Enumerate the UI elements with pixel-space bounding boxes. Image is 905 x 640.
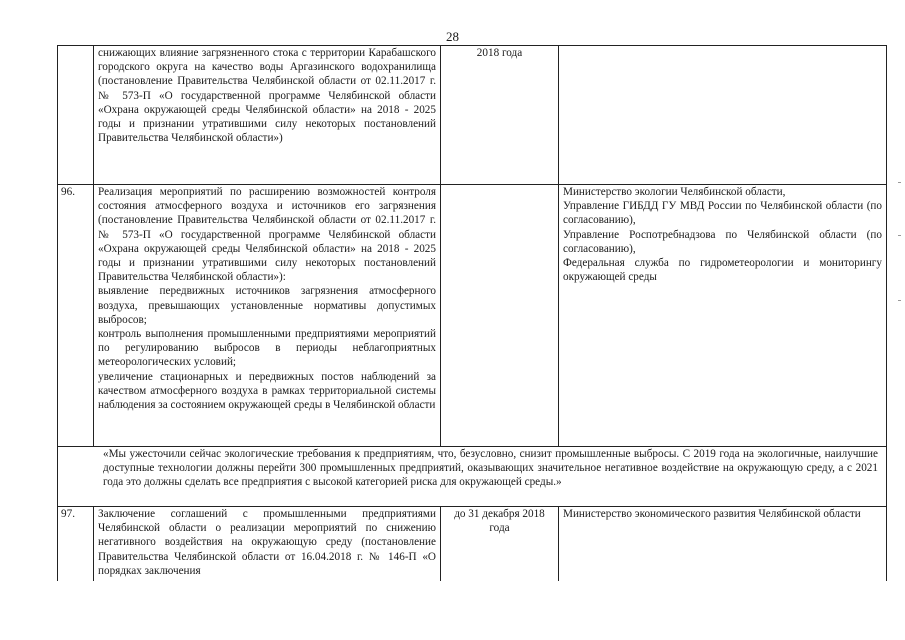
table-row	[58, 185, 887, 447]
row-number	[58, 46, 94, 185]
measure-description	[94, 185, 441, 447]
quote-row	[58, 447, 887, 507]
margin-tick	[898, 235, 901, 236]
margin-tick	[898, 300, 901, 301]
deadline-cell: до 31 декабря 2018 года	[441, 507, 559, 581]
quote-text: «Мы ужесточили сейчас экологические требования к предприятиям, что, безусловно, снизит промышленные выбросы. С 2019 года на экологичные, наилучшие доступные технологии должны перейти 300 промышленных предприятий, оказывающих значительное негативное воздействие на окружающую среду, а с 2021 года это должны сделать все предприятия с высокой категорией риска для окружающей среды.»	[58, 447, 887, 507]
row-number: 96.	[58, 185, 94, 447]
measure-paragraph: Заключение соглашений с промышленными предприятиями Челябинской области о реализации мероприятий по снижению негативного воздействия на окружающую среду (постановление Правительства Челябинской области от 16.04.2018 г. № 146-П «О порядках заключения	[98, 508, 436, 577]
measure-paragraph: Реализация мероприятий по расширению возможностей контроля состояния атмосферного воздуха и источников его загрязнения (постановление Правительства Челябинской области от 02.11.2017 г. № 573-П «О государственной программе Челябинской области «Охрана окружающей среды Челябинской области» на 2018 - 2025 годы и признании утратившими силу некоторых постановлений Правительства Челябинской области»):	[98, 186, 436, 284]
executor-item: Министерство экономического развития Челябинской области	[563, 508, 861, 520]
page-number: 28	[446, 29, 459, 44]
executors-cell	[559, 46, 887, 185]
table-row	[58, 507, 887, 581]
measure-paragraph: контроль выполнения промышленными предприятиями мероприятий по регулированию выбросов в периоды неблагоприятных метеорологических условий;	[98, 328, 436, 369]
table-row	[58, 46, 887, 185]
row-number: 97.	[58, 507, 94, 581]
measure-paragraph: увеличение стационарных и передвижных постов наблюдений за качеством атмосферного воздуха в рамках территориальной системы наблюдения за состоянием окружающей среды в Челябинской области	[98, 370, 436, 412]
measure-paragraph: выявление передвижных источников загрязнения атмосферного воздуха, превышающих установленные нормативы допустимых выбросов;	[98, 285, 436, 326]
measure-description	[94, 46, 441, 185]
deadline-cell: 2018 года	[441, 46, 559, 185]
deadline-cell	[441, 185, 559, 447]
measure-description	[94, 507, 441, 581]
executor-item: Управление ГИБДД ГУ МВД России по Челябинской области (по согласованию),	[563, 200, 882, 227]
executor-item: Министерство экологии Челябинской области,	[563, 186, 786, 198]
executor-item: Управление Роспотребнадзова по Челябинской области (по согласованию),	[563, 228, 882, 255]
measure-paragraph: снижающих влияние загрязненного стока с территории Карабашского городского округа на качество воды Аргазинского водохранилища (постановление Правительства Челябинской области от 02.11.2017 г. № 573-П «О государственной программе Челябинской области «Охрана окружающей среды Челябинской области» на 2018 - 2025 годы и признании утратившими силу некоторых постановлений Правительства Челябинской области»)	[98, 47, 436, 145]
margin-tick	[898, 182, 901, 183]
executors-cell	[559, 507, 887, 581]
executors-cell	[559, 185, 887, 447]
executor-item: Федеральная служба по гидрометеорологии и мониторингу окружающей среды	[563, 257, 882, 284]
measures-table	[57, 45, 887, 581]
